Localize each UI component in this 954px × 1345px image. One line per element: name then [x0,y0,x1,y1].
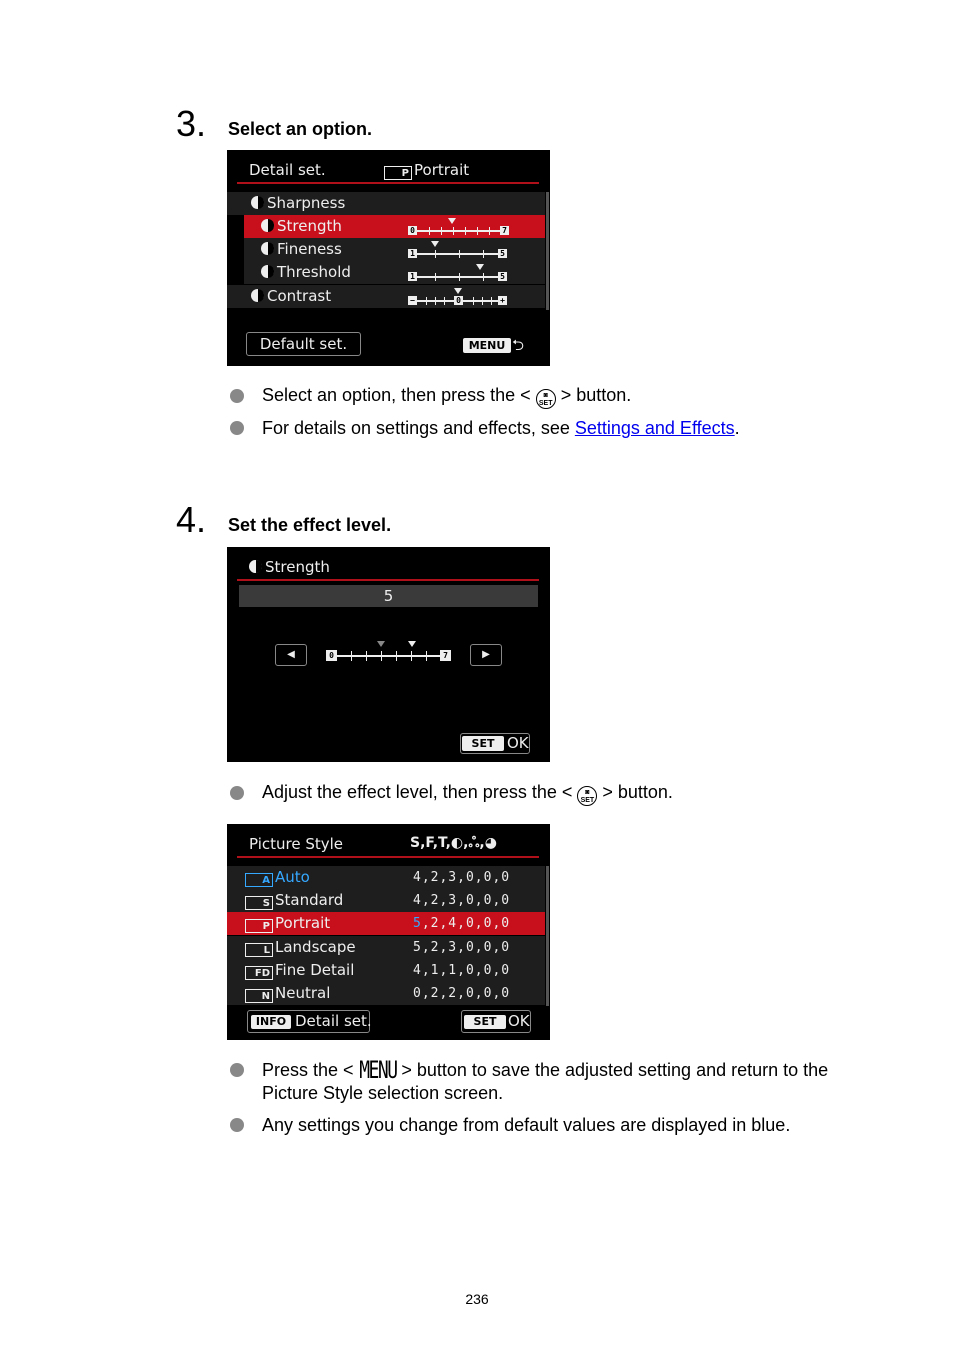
step-3-bullet-2: For details on settings and effects, see Settings and Effects. [262,418,740,438]
ok-label[interactable]: OK [507,734,529,752]
style-portrait-icon: P [245,919,273,933]
scale-start: 1 [408,272,417,281]
style-row-fine-detail[interactable]: FD Fine Detail 4,1,1,0,0,0 [227,959,545,982]
current-marker [431,241,439,247]
set-button-icon: ◙ SET [577,786,597,806]
current-marker [408,641,416,647]
style-fine-detail-icon: FD [245,966,273,980]
current-marker [454,288,462,294]
scale-start: 0 [326,650,337,661]
picture-style-portrait-icon: P [384,166,412,180]
bullet-icon [230,1118,244,1132]
scale-start: 1 [408,249,417,258]
menu-badge[interactable]: MENU [463,338,511,353]
increase-button[interactable]: ▶ [470,644,502,666]
step-4-title: Set the effect level. [228,515,392,535]
scale-start: − [408,296,417,305]
step-3-bullet-1: Select an option, then press the < ◙ SET > button. [262,385,632,407]
ok-label: OK [508,1012,530,1030]
picture-style-screen [227,824,550,1040]
contrast-icon [251,289,264,302]
step-3-number: 3. [176,103,207,144]
bullet-icon [230,786,244,800]
settings-and-effects-link[interactable]: Settings and Effects [574,418,735,438]
strength-icon [261,219,274,232]
option-row-sharpness[interactable] [227,192,545,215]
option-label: Threshold [277,263,351,281]
menu-button-icon: MENU [358,1056,397,1084]
style-standard-icon: S [245,896,273,910]
step-4-bullet-1: Adjust the effect level, then press the < ◙ SET > button. [262,782,673,804]
current-marker [448,218,456,224]
detail-settings-screen [227,150,550,366]
style-row-neutral[interactable]: N Neutral 0,2,2,0,0,0 [227,982,545,1005]
sharpness-icon [251,196,264,209]
default-set-button[interactable]: Default set. [246,332,361,356]
bullet-icon [230,421,244,435]
header-divider [237,856,539,858]
scale-end: 7 [440,650,451,661]
option-label: Contrast [267,287,332,305]
threshold-icon [261,265,274,278]
header-divider [237,182,539,184]
page-number: 236 [465,1291,489,1307]
header-divider [237,579,539,581]
header-style-name: Portrait [414,161,470,179]
current-marker [476,264,484,270]
ok-button-frame[interactable] [460,733,530,754]
scale-end: 5 [498,272,507,281]
screen-header-left: Detail set. [249,161,326,179]
list-scrollbar[interactable] [546,866,549,1006]
final-bullet-1: Press the < MENU > button to save the adjusted setting and return to the Picture Style selection screen. [262,1056,829,1103]
set-button-icon: ◙ SET [536,389,556,409]
scale-mid: 0 [454,296,463,305]
option-label: Sharpness [267,194,346,212]
style-landscape-icon: L [245,943,273,957]
style-auto-icon: A [245,873,273,887]
strength-icon [249,560,262,573]
step-3-title: Select an option. [228,119,373,139]
back-icon[interactable]: ⮌ [512,336,525,354]
option-label: Fineness [277,240,342,258]
set-badge: SET [464,1015,506,1029]
fineness-icon [261,242,274,255]
screen-header-right [384,161,469,180]
list-scrollbar[interactable] [546,192,549,310]
bullet-icon [230,389,244,403]
scale-end: + [498,296,507,305]
level-value: 5 [239,585,538,607]
style-row-portrait[interactable]: P Portrait 5,2,4,0,0,0 [227,912,545,935]
screen-header: Strength [249,558,330,576]
scale-end: 7 [500,226,509,235]
style-row-standard[interactable]: S Standard 4,2,3,0,0,0 [227,889,545,912]
option-label: Strength [277,217,342,235]
set-badge[interactable]: SET [462,736,504,751]
effect-level-screen [227,547,550,762]
style-neutral-icon: N [245,989,273,1003]
final-bullet-2: Any settings you change from default values are displayed in blue. [262,1115,791,1135]
default-marker [377,641,385,647]
decrease-button[interactable]: ◀ [275,644,307,666]
changed-value: 5 [413,916,422,931]
scale-end: 5 [498,249,507,258]
bullet-icon [230,1063,244,1077]
info-badge: INFO [251,1015,291,1029]
screen-header-left: Picture Style [249,835,344,853]
step-4-number: 4. [176,499,207,540]
style-row-landscape[interactable]: L Landscape 5,2,3,0,0,0 [227,936,545,959]
parameter-icons: S,F,T,◐,ஃ,◕ [410,835,497,851]
scale-start: 0 [408,226,417,235]
style-row-auto[interactable]: A Auto 4,2,3,0,0,0 [227,866,545,889]
detail-set-label: Detail set. [295,1012,372,1030]
